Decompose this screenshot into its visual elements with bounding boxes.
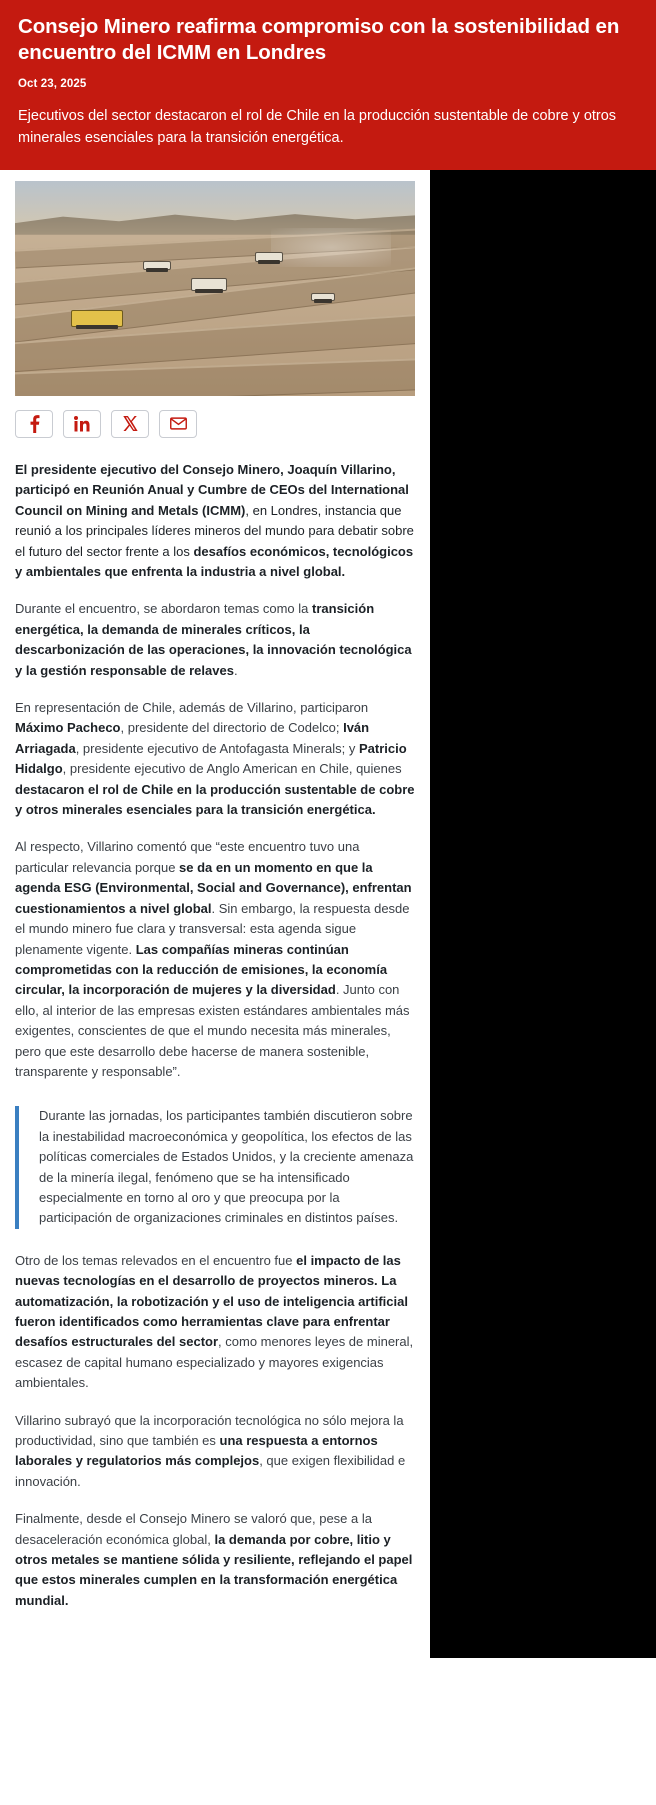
body-text: , presidente del directorio de Codelco; bbox=[120, 720, 344, 736]
paragraphs-after-quote bbox=[15, 1251, 415, 1659]
x-icon bbox=[123, 416, 138, 431]
emphasis-text: Iván Arriagada bbox=[15, 720, 370, 756]
body-text: , como menores leyes de mineral, escasez de capital humano especializado y mayores exigencias ambientales. bbox=[15, 1334, 414, 1391]
emphasis-text: Las compañías mineras continúan comprometidas con la reducción de emisiones, la economía circular, la incorporación de mujeres y la diversidad bbox=[15, 941, 388, 998]
article-column bbox=[0, 170, 430, 1658]
emphasis-text: transición energética, la demanda de minerales críticos, la descarbonización de las operaciones, la innovación tecnológica y la gestión responsable de relaves bbox=[15, 601, 412, 678]
emphasis-text: una respuesta a entornos laborales y regulatorios más complejos bbox=[15, 1433, 378, 1469]
body-text: , presidente ejecutivo de Anglo American en Chile, quienes bbox=[62, 761, 402, 777]
share-linkedin-button[interactable] bbox=[63, 410, 101, 438]
share-bar bbox=[15, 410, 415, 438]
content-wrapper bbox=[0, 170, 656, 1658]
paragraphs-before-quote bbox=[15, 460, 415, 1082]
emphasis-text: desafíos económicos, tecnológicos y ambientales que enfrenta la industria a nivel global. bbox=[15, 543, 414, 579]
pull-quote-text: Durante las jornadas, los participantes también discutieron sobre la inestabilidad macroeconómica y geopolítica, los efectos de las políticas comerciales de Estados Unidos, y la creciente amenaza de la minería ilegal, fenómeno que se ha intensificado especialmente en torno al oro y que preocupa por la participación de organizaciones criminales en distintos países. bbox=[39, 1108, 414, 1226]
body-text: , en Londres, instancia que reunió a los principales líderes mineros del mundo para debatir sobre el futuro del sector frente a los bbox=[15, 502, 414, 559]
facebook-icon bbox=[29, 415, 40, 433]
emphasis-text: se da en un momento en que la agenda ESG (Environmental, Social and Governance), enfrentan cuestionamientos a nivel global bbox=[15, 859, 412, 916]
emphasis-text: la demanda por cobre, litio y otros metales se mantiene sólida y resiliente, reflejando el papel que estos minerales cumplen en la transformación energética mundial. bbox=[15, 1531, 413, 1608]
side-rail bbox=[430, 170, 656, 1658]
body-text: En representación de Chile, además de Villarino, participaron bbox=[15, 700, 369, 716]
body-text: Durante el encuentro, se abordaron temas como la bbox=[15, 601, 313, 617]
body-text: Al respecto, Villarino comentó que “este encuentro tuvo una particular relevancia porque bbox=[15, 839, 360, 875]
page-title: Consejo Minero reafirma compromiso con la sostenibilidad en encuentro del ICMM en Londres bbox=[18, 15, 620, 65]
article-paragraph bbox=[15, 1411, 415, 1493]
article-paragraph bbox=[15, 837, 415, 1082]
body-text: Finalmente, desde el Consejo Minero se valoró que, pese a la desaceleración económica global, bbox=[15, 1511, 372, 1547]
hero-dust bbox=[271, 228, 391, 267]
article-paragraph bbox=[15, 599, 415, 681]
emphasis-text: el impacto de las nuevas tecnologías en el desarrollo de proyectos mineros. La automatización, la robotización y el uso de inteligencia artificial fueron identificados como herramientas clave para enfrentar desafíos estructurales del sector bbox=[15, 1252, 408, 1350]
pull-quote bbox=[15, 1106, 415, 1228]
article-body bbox=[0, 460, 430, 1658]
email-icon bbox=[170, 417, 187, 430]
body-text: Otro de los temas relevados en el encuentro fue bbox=[15, 1252, 297, 1268]
article-paragraph bbox=[15, 460, 415, 582]
share-email-button[interactable] bbox=[159, 410, 197, 438]
hero-sky bbox=[15, 181, 415, 224]
body-text: . bbox=[233, 662, 238, 678]
mining-truck bbox=[311, 293, 335, 302]
article-paragraph bbox=[15, 1251, 415, 1394]
share-facebook-button[interactable] bbox=[15, 410, 53, 438]
emphasis-text: Máximo Pacheco bbox=[15, 720, 121, 736]
linkedin-icon bbox=[74, 416, 90, 432]
mining-truck bbox=[71, 310, 123, 327]
mining-truck bbox=[191, 278, 227, 291]
body-text: , que exigen flexibilidad e innovación. bbox=[15, 1453, 406, 1489]
mining-truck bbox=[143, 261, 171, 271]
body-text: Villarino subrayó que la incorporación tecnológica no sólo mejora la productividad, sino que también es bbox=[15, 1412, 404, 1449]
body-text: . Junto con ello, al interior de las empresas existen estándares ambientales más exigentes, conscientes de que el mundo necesita más minerales, pero que este desarrollo debe hacerse de manera sostenible, transparente y responsable”. bbox=[15, 982, 410, 1079]
article-lead: Ejecutivos del sector destacaron el rol de Chile en la producción sustentable de cobre y otros minerales esenciales para la transición energética. bbox=[18, 108, 617, 147]
article-paragraph bbox=[15, 698, 415, 820]
hero-image bbox=[15, 181, 415, 396]
emphasis-text: Patricio Hidalgo bbox=[15, 740, 407, 777]
article-header bbox=[0, 0, 656, 170]
emphasis-text: El presidente ejecutivo del Consejo Minero, Joaquín Villarino, participó en Reunión Anual y Cumbre de CEOs del International Council on Mining and Metals (ICMM) bbox=[15, 461, 409, 518]
body-text: , presidente ejecutivo de Antofagasta Minerals; y bbox=[75, 740, 359, 756]
article-paragraph bbox=[15, 1509, 415, 1611]
publish-date: Oct 23, 2025 bbox=[18, 78, 87, 91]
share-x-button[interactable] bbox=[111, 410, 149, 438]
body-text: . Sin embargo, la respuesta desde el mundo minero fue clara y transversal: esta agenda sigue plenamente vigente. bbox=[15, 900, 410, 957]
emphasis-text: destacaron el rol de Chile en la producción sustentable de cobre y otros minerales esenciales para la transición energética. bbox=[15, 781, 415, 818]
mining-truck bbox=[255, 252, 283, 262]
